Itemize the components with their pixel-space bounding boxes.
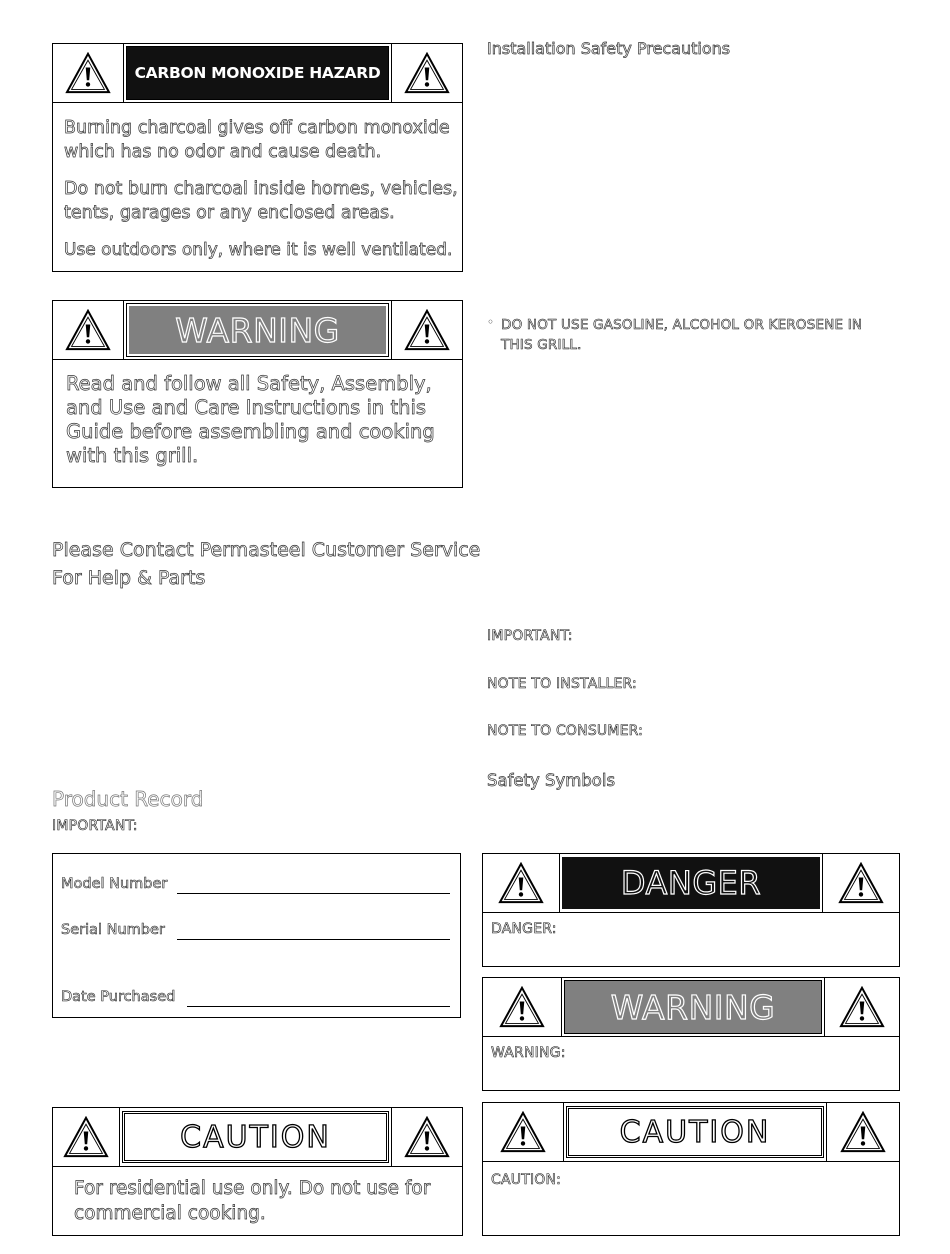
note-to-installer-label: NOTE TO INSTALLER:: [487, 676, 637, 692]
warning-triangle-icon: [391, 301, 462, 359]
date-purchased-label: Date Purchased: [61, 989, 176, 1005]
warning-body: Read and follow all Safety, Assembly, and Use and Care Instructions in this Guide before assembling and cooking with this grill.: [66, 372, 435, 467]
contact-line-1: Please Contact Permasteel Customer Service: [52, 539, 481, 561]
caution-symbol-header: [483, 1103, 899, 1162]
warning-triangle-icon: [483, 1103, 564, 1161]
warning-triangle-icon: [53, 1108, 120, 1166]
warning-symbol-title: WARNING: [610, 987, 776, 1027]
warning-box: [52, 300, 463, 488]
co-hazard-paragraph-3: Use outdoors only, where it is well ventilated.: [64, 240, 453, 260]
warning-triangle-icon: [822, 854, 899, 912]
safety-symbols-heading: Safety Symbols: [487, 771, 616, 790]
bullet-icon: ◦: [487, 315, 495, 329]
warning-label: WARNING:: [491, 1045, 566, 1061]
caution-symbol-title: CAUTION: [619, 1114, 771, 1150]
co-hazard-header: [53, 44, 462, 103]
caution-box: [52, 1107, 463, 1236]
product-record-important: IMPORTANT:: [52, 818, 138, 834]
caution-body: For residential use only. Do not use for commercial cooking.: [74, 1178, 431, 1224]
danger-title: DANGER: [620, 864, 762, 902]
note-to-consumer-label: NOTE TO CONSUMER:: [487, 723, 644, 739]
important-label: IMPORTANT:: [487, 628, 573, 644]
co-hazard-paragraph-1: Burning charcoal gives off carbon monoxide which has no odor and cause death.: [64, 118, 450, 162]
contact-line-2: For Help & Parts: [52, 567, 206, 589]
serial-number-label: Serial Number: [61, 922, 165, 938]
danger-header: [483, 854, 899, 913]
warning-triangle-icon: [824, 978, 899, 1036]
product-record-heading: Product Record: [52, 787, 204, 811]
model-number-field[interactable]: [177, 893, 450, 894]
danger-symbol-box: [482, 853, 900, 967]
warning-triangle-icon: [483, 978, 562, 1036]
caution-header: [53, 1108, 462, 1167]
serial-number-field[interactable]: [177, 939, 450, 940]
danger-label: DANGER:: [491, 921, 557, 937]
co-hazard-paragraph-2: Do not burn charcoal inside homes, vehicles, tents, garages or any enclosed areas.: [64, 179, 458, 223]
co-hazard-title: CARBON MONOXIDE HAZARD: [134, 64, 381, 82]
warning-triangle-icon: [53, 44, 124, 102]
model-number-label: Model Number: [61, 876, 168, 892]
bullet-item: [487, 315, 897, 355]
serial-number-row: [61, 916, 450, 940]
warning-symbol-box: [482, 977, 900, 1091]
caution-label: CAUTION:: [491, 1172, 562, 1188]
warning-triangle-icon: [826, 1103, 899, 1161]
caution-title: CAUTION: [180, 1119, 331, 1155]
installation-safety-heading: Installation Safety Precautions: [487, 39, 731, 58]
bullet-text: DO NOT USE GASOLINE, ALCOHOL OR KEROSENE IN THIS GRILL.: [501, 317, 863, 353]
warning-triangle-icon: [391, 44, 462, 102]
warning-title: WARNING: [175, 310, 340, 350]
model-number-row: [61, 870, 450, 894]
carbon-monoxide-hazard-box: [52, 43, 463, 272]
product-record-box: [52, 853, 461, 1018]
date-purchased-row: [61, 983, 450, 1007]
warning-header: [53, 301, 462, 360]
warning-triangle-icon: [391, 1108, 462, 1166]
warning-triangle-icon: [483, 854, 560, 912]
date-purchased-field[interactable]: [187, 1006, 450, 1007]
caution-symbol-box: [482, 1102, 900, 1236]
warning-symbol-header: [483, 978, 899, 1037]
warning-triangle-icon: [53, 301, 124, 359]
